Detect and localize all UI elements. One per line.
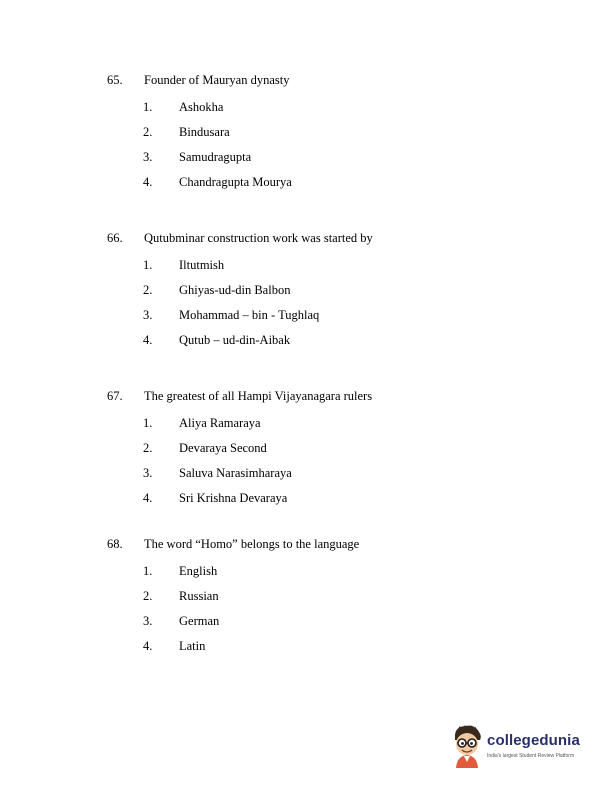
option-number: 2.	[143, 441, 153, 455]
option-number: 2.	[143, 283, 153, 297]
option-number: 4.	[143, 491, 153, 505]
question-number: 67.	[107, 389, 123, 403]
option-67-3	[0, 465, 612, 481]
option-text: Qutub – ud-din-Aibak	[179, 333, 291, 347]
option-text: Sri Krishna Devaraya	[179, 491, 288, 505]
option-text: Aliya Ramaraya	[179, 416, 261, 430]
option-68-1	[0, 563, 612, 579]
question-text: Founder of Mauryan dynasty	[144, 73, 290, 87]
option-66-2	[0, 282, 612, 298]
question-number: 68.	[107, 537, 123, 551]
option-number: 2.	[143, 589, 153, 603]
logo-tagline: India's largest Student Review Platform	[487, 753, 575, 759]
question-text: The greatest of all Hampi Vijayanagara rulers	[144, 389, 373, 403]
option-number: 4.	[143, 639, 153, 653]
option-67-4	[0, 490, 612, 506]
option-text: German	[179, 614, 220, 628]
option-text: Chandragupta Mourya	[179, 175, 292, 189]
option-text: English	[179, 564, 218, 578]
option-65-4	[0, 174, 612, 190]
option-text: Latin	[179, 639, 206, 653]
student-mascot-icon	[449, 722, 485, 768]
option-text: Ashokha	[179, 100, 224, 114]
option-number: 1.	[143, 564, 153, 578]
option-68-2	[0, 588, 612, 604]
option-text: Iltutmish	[179, 258, 225, 272]
option-text: Mohammad – bin - Tughlaq	[179, 308, 320, 322]
option-text: Samudragupta	[179, 150, 252, 164]
option-67-1	[0, 415, 612, 431]
option-text: Russian	[179, 589, 219, 603]
option-65-2	[0, 124, 612, 140]
option-text: Devaraya Second	[179, 441, 267, 455]
option-number: 3.	[143, 614, 153, 628]
option-65-3	[0, 149, 612, 165]
option-number: 3.	[143, 150, 153, 164]
question-number: 65.	[107, 73, 123, 87]
option-66-3	[0, 307, 612, 323]
collegedunia-logo	[449, 722, 589, 772]
option-number: 1.	[143, 416, 153, 430]
option-text: Ghiyas-ud-din Balbon	[179, 283, 291, 297]
option-65-1	[0, 99, 612, 115]
option-66-1	[0, 257, 612, 273]
option-number: 4.	[143, 333, 153, 347]
option-number: 4.	[143, 175, 153, 189]
option-67-2	[0, 440, 612, 456]
logo-name: collegedunia	[487, 732, 580, 749]
option-number: 3.	[143, 308, 153, 322]
option-text: Bindusara	[179, 125, 230, 139]
option-text: Saluva Narasimharaya	[179, 466, 292, 480]
option-number: 2.	[143, 125, 153, 139]
option-68-4	[0, 638, 612, 654]
question-text: Qutubminar construction work was started by	[144, 231, 373, 245]
option-number: 3.	[143, 466, 153, 480]
option-number: 1.	[143, 258, 153, 272]
question-text: The word “Homo” belongs to the language	[144, 537, 360, 551]
option-68-3	[0, 613, 612, 629]
option-number: 1.	[143, 100, 153, 114]
option-66-4	[0, 332, 612, 348]
question-number: 66.	[107, 231, 123, 245]
